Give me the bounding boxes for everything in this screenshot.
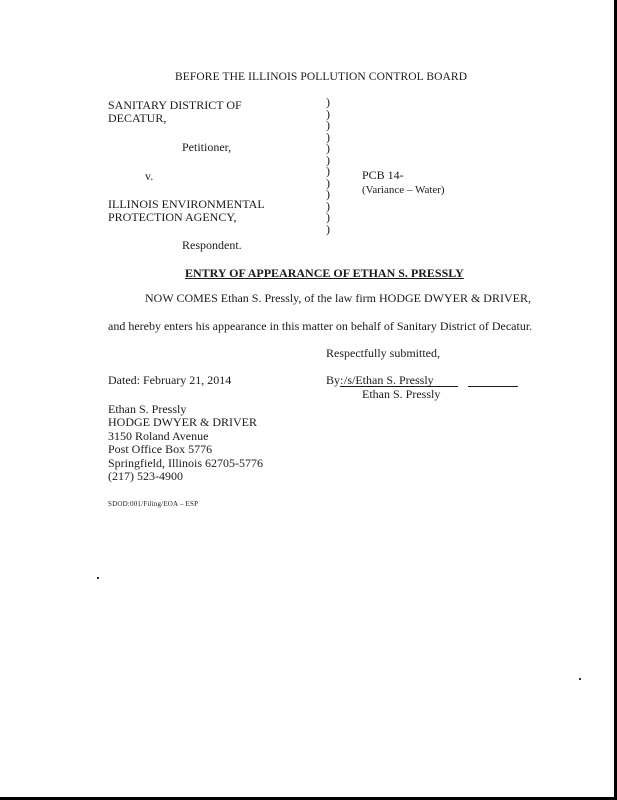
file-reference: SDOD:001/Filing/EOA – ESP — [108, 500, 199, 508]
body-paragraph-line2: and hereby enters his appearance in this matter on behalf of Sanitary District of Decatur. — [108, 319, 533, 333]
caption-paren: ) — [326, 152, 330, 167]
caption-paren: ) — [326, 106, 330, 121]
closing-text: Respectfully submitted, — [326, 346, 440, 360]
respondent-role: Respondent. — [182, 238, 242, 252]
caption-paren: ) — [326, 187, 330, 201]
respondent-name-line1: ILLINOIS ENVIRONMENTAL — [108, 197, 265, 211]
contact-name: Ethan S. Pressly — [108, 402, 187, 416]
by-label: By: — [326, 373, 344, 387]
case-type: (Variance – Water) — [362, 184, 445, 196]
caption-paren: ) — [326, 198, 330, 213]
caption-paren: ) — [326, 141, 330, 155]
contact-address1: 3150 Roland Avenue — [108, 429, 209, 443]
contact-address2: Post Office Box 5776 — [108, 442, 213, 456]
document-title: BEFORE THE ILLINOIS POLLUTION CONTROL BOARD — [175, 71, 468, 83]
caption-paren: ) — [326, 175, 330, 190]
versus-label: v. — [145, 169, 154, 183]
caption-paren: ) — [326, 210, 330, 224]
signature-line-extension — [468, 386, 518, 387]
scan-speck — [97, 577, 99, 579]
contact-phone: (217) 523-4900 — [108, 469, 183, 483]
electronic-signature: /s/Ethan S. Pressly — [344, 373, 434, 387]
petitioner-name-line2: DECATUR, — [108, 111, 167, 125]
scan-speck — [579, 678, 581, 680]
entry-heading: ENTRY OF APPEARANCE OF ETHAN S. PRESSLY — [185, 266, 464, 280]
case-number: PCB 14- — [362, 168, 404, 182]
caption-paren: ) — [326, 118, 330, 132]
respondent-name-line2: PROTECTION AGENCY, — [108, 210, 237, 224]
caption-paren: ) — [326, 221, 330, 236]
petitioner-role: Petitioner, — [182, 140, 232, 154]
contact-firm: HODGE DWYER & DRIVER — [108, 415, 257, 429]
caption-paren: ) — [326, 95, 330, 109]
caption-paren-column — [326, 97, 330, 235]
caption-paren: ) — [326, 164, 330, 178]
dated-line: Dated: February 21, 2014 — [108, 373, 232, 387]
contact-city: Springfield, Illinois 62705-5776 — [108, 456, 263, 470]
petitioner-name-line1: SANITARY DISTRICT OF — [108, 98, 242, 112]
body-paragraph-line1: NOW COMES Ethan S. Pressly, of the law firm HODGE DWYER & DRIVER, — [145, 291, 531, 305]
caption-paren: ) — [326, 129, 330, 144]
signer-name: Ethan S. Pressly — [362, 387, 441, 401]
